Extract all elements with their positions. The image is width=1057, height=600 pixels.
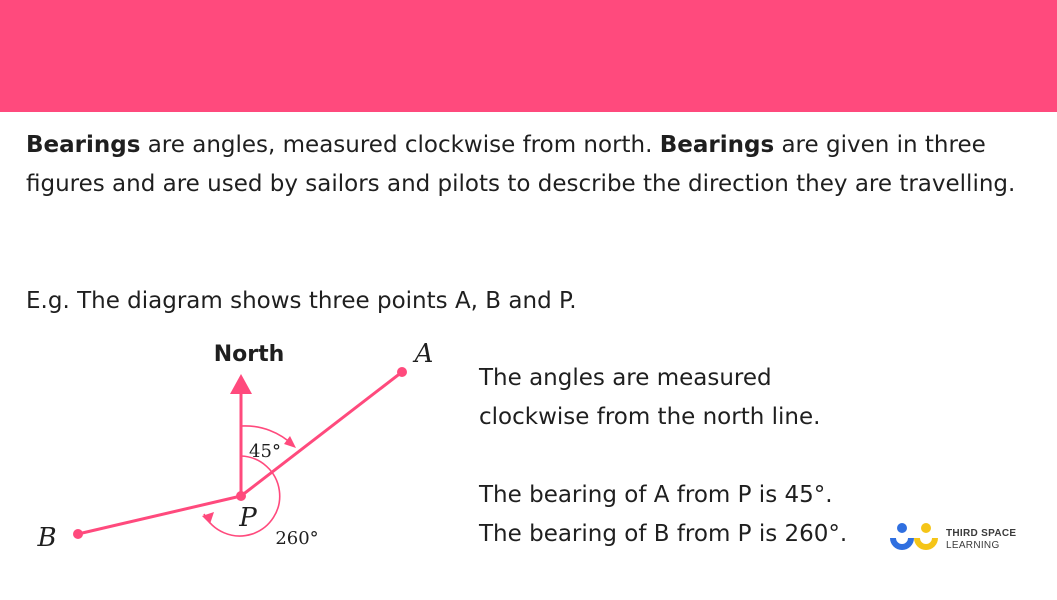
point-b-dot xyxy=(73,529,83,539)
explanation-block xyxy=(479,359,899,554)
line-pa xyxy=(241,372,402,496)
intro-text-1: are angles, measured clockwise from north. xyxy=(140,132,660,158)
header-banner xyxy=(0,0,1057,112)
arc-45-arrowhead xyxy=(284,436,296,448)
explanation-line-1: The angles are measured xyxy=(479,365,772,391)
point-a-dot xyxy=(397,367,407,377)
point-a-label: A xyxy=(414,339,434,369)
angle-45-label: 45° xyxy=(249,441,281,462)
north-label: North xyxy=(213,342,285,367)
intro-paragraph xyxy=(26,126,1026,204)
term-bearings-2: Bearings xyxy=(659,132,775,158)
third-space-learning-logo xyxy=(888,522,1028,556)
point-b-label: B xyxy=(37,523,57,553)
logo-mark-icon xyxy=(888,522,940,556)
explanation-line-3: The bearing of A from P is 45°. xyxy=(479,482,833,508)
explanation-line-2: clockwise from the north line. xyxy=(479,404,821,430)
north-arrowhead xyxy=(230,374,252,394)
intro-text-2: are given in three figures and are used by sailors and pilots to describe the direction they are travelling. xyxy=(26,132,1016,197)
point-p-label: P xyxy=(239,503,257,533)
logo-line-2: LEARNING xyxy=(946,540,1000,551)
arc-260-arrowhead xyxy=(202,512,214,524)
logo-line-1: THIRD SPACE xyxy=(946,528,1017,539)
bearings-diagram xyxy=(0,330,470,570)
term-bearings: Bearings xyxy=(26,132,141,158)
explanation-line-4: The bearing of B from P is 260°. xyxy=(479,521,848,547)
example-text: E.g. The diagram shows three points A, B and P. xyxy=(26,288,577,314)
angle-260-label: 260° xyxy=(275,528,319,549)
point-p-dot xyxy=(236,491,246,501)
